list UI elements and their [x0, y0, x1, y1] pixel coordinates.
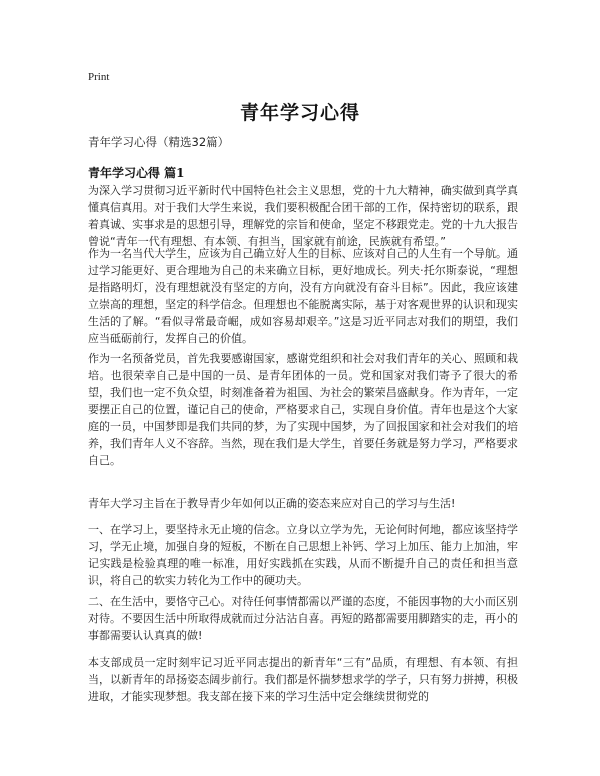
paragraph-1: 为深入学习贯彻习近平新时代中国特色社会主义思想，党的十九大精神，确实做到真学真懂真信真用。对于我们大学生来说，我们要积极配合团干部的工作，保持密切的联系，跟着真诚、实事求是的思想引导，理解党的宗旨和使命，坚定不移跟党走。党的十九大报告曾说“青年一代有理想、有本领、有担当，国家就有前途，民族就有希望。” — [88, 184, 518, 248]
paragraph-4: 青年大学习主旨在于教导青少年如何以正确的姿态来应对自己的学习与生活! — [88, 497, 456, 510]
paragraph-7: 本支部成员一定时刻牢记习近平同志提出的新青年“三有”品质，有理想、有本领、有担当，以新青年的昂扬姿态阔步前行。我们都是怀揣梦想求学的学子，只有努力拼搏，积极进取，才能实现梦想。我支部在接下来的学习生活中定会继续贯彻党的 — [88, 656, 518, 703]
paragraph-2: 作为一名当代大学生，应该为自己确立好人生的目标、应该对自己的人生有一个导航。通过学习能更好、更合理地为自己的未来确立目标，更好地成长。列夫·托尔斯泰说，“理想是指路明灯，没有理想就没有坚定的方向，没有方向就没有奋斗目标”。因此，我应该建立崇高的理想，坚定的科学信念。但理想也不能脱离实际，基于对客观世界的认识和现实生活的了解。“看似寻常最奇崛，成如容易却艰辛。”这是习近平同志对我们的期望，我们应当砥砺前行，发挥自己的价值。 — [88, 247, 518, 345]
document-subtitle: 青年学习心得（精选32篇） — [88, 135, 230, 149]
paragraph-3: 作为一名预备党员，首先我要感谢国家，感谢党组织和社会对我们青年的关心、照顾和栽培。也很荣幸自己是中国的一员、是青年团体的一员。党和国家对我们寄予了很大的希望，我们也一定不负众望，时刻准备着为祖国、为社会的繁荣昌盛献身。作为青年，一定要摆正自己的位置，谨记自己的使命，严格要求自己，实现自身价值。青年也是这个大家庭的一员，中国梦即是我们共同的梦，为了实现中国梦，为了回报国家和社会对我们的培养，我们青年人义不容辞。当然，现在我们是大学生，首要任务就是努力学习，严格要求自己。 — [88, 352, 518, 467]
page-title: 青年学习心得 — [239, 102, 360, 124]
paragraph-6: 二、在生活中，要恪守己心。对待任何事情都需以严谨的态度，不能因事物的大小而区别对待。不要因生活中所取得成就而过分沾沾自喜。再短的路都需要用脚踏实的走，再小的事都需要认认真真的做! — [88, 595, 518, 642]
print-link[interactable]: Print — [88, 71, 110, 83]
paragraph-5: 一、在学习上，要坚持永无止境的信念。立身以立学为先，无论何时何地，都应该坚持学习，学无止境，加强自身的短板，不断在自己思想上补钙、学习上加压、能力上加油，牢记实践是检验真理的唯一标准，用好实践抓在实践，从而不断提升自己的责任和担当意识，将自己的软实力转化为工作中的硬功夫。 — [88, 523, 518, 587]
section-heading: 青年学习心得 篇1 — [88, 166, 185, 180]
